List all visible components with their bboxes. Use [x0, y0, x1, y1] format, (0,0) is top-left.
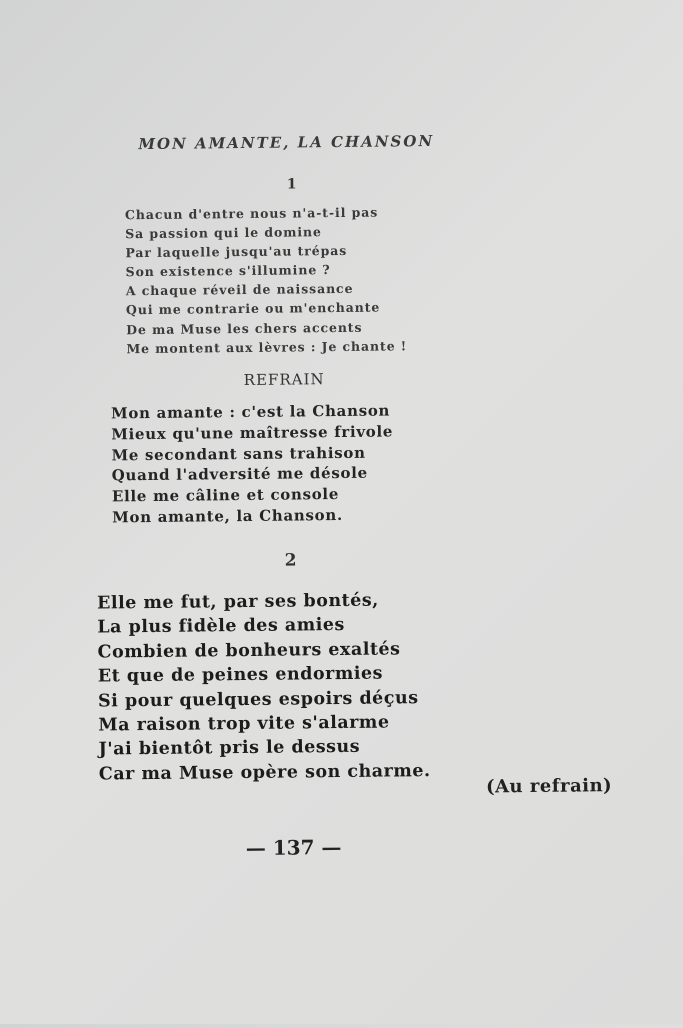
verse-line: La plus fidèle des amies: [97, 615, 345, 638]
verse-line: Car ma Muse opère son charme.: [98, 760, 431, 785]
verse-line: Me montent aux lèvres : Je chante !: [126, 337, 408, 356]
verse-line: Mon amante : c'est la Chanson: [110, 401, 391, 423]
verse-line: Par laquelle jusqu'au trépas: [125, 243, 348, 261]
verse-line: Si pour quelques espoirs déçus: [97, 687, 419, 712]
refrain-heading: REFRAIN: [243, 370, 325, 390]
stanza-number-1: 1: [286, 176, 297, 193]
stanza-1: [125, 202, 407, 358]
verse-line: De ma Muse les chers accents: [126, 319, 363, 337]
verse-line: J'ai bientôt pris le dessus: [98, 737, 361, 760]
verse-line: Qui me contrarie ou m'enchante: [125, 300, 381, 318]
stanza-2: [97, 588, 431, 787]
verse-line: Chacun d'entre nous n'a-t-il pas: [124, 204, 379, 223]
stanza-number-2: 2: [284, 550, 297, 571]
verse-line: Me secondant sans trahison: [111, 443, 366, 464]
verse-line: Et que de peines endormies: [97, 663, 384, 687]
page-number: — 137 —: [245, 835, 342, 861]
refrain: [111, 400, 394, 528]
verse-line: Ma raison trop vite s'alarme: [98, 712, 390, 736]
verse-line: Mieux qu'une maîtresse frivole: [111, 422, 394, 444]
verse-line: Quand l'adversité me désole: [111, 464, 368, 485]
verse-line: Combien de bonheurs exaltés: [97, 639, 401, 663]
verse-line: Son existence s'illumine ?: [125, 262, 331, 280]
poem-title: MON AMANTE, LA CHANSON: [138, 131, 435, 154]
refrain-note: (Au refrain): [485, 775, 613, 798]
verse-line: A chaque réveil de naissance: [125, 281, 354, 299]
verse-line: Sa passion qui le domine: [125, 224, 322, 242]
verse-line: Mon amante, la Chanson.: [112, 505, 343, 527]
verse-line: Elle me câline et console: [111, 485, 340, 506]
verse-line: Elle me fut, par ses bontés,: [96, 590, 379, 614]
